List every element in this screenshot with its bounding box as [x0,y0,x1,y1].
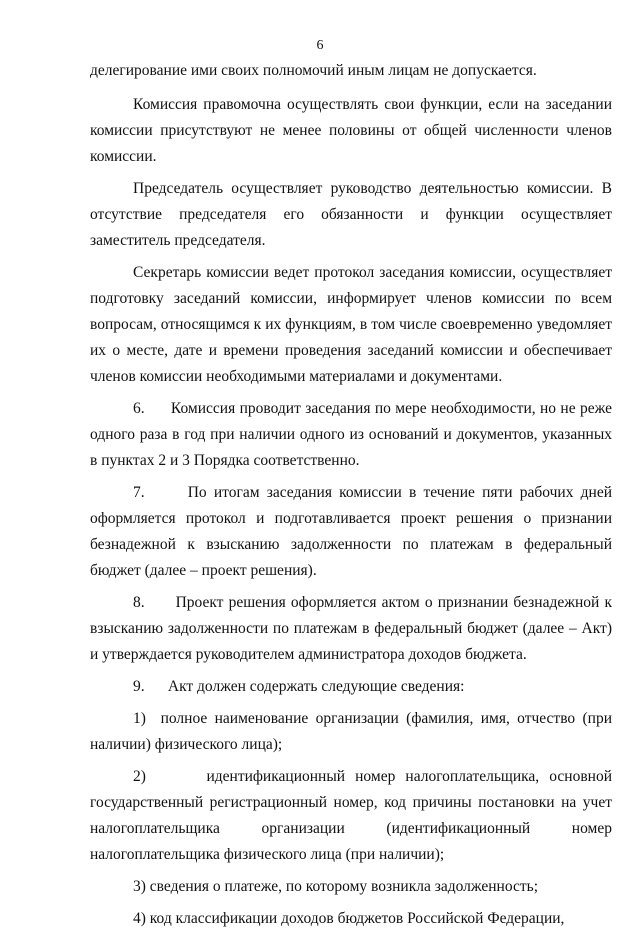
paragraph-subitem-2: 2) идентификационный номер налогоплательщика, основной государственный регистрационный номер, код причины постановки на учет налогоплательщика организации (идентификационный номер налогоплательщика физического лица (при наличии); [90,768,612,863]
paragraph-subitem-1: 1) полное наименование организации (фамилия, имя, отчество (при наличии) физического лица); [90,710,612,753]
paragraph-subitem-4: 4) код классификации доходов бюджетов Российской Федерации, [133,910,565,927]
paragraph-continuation: делегирование ими своих полномочий иным лицам не допускается. [90,62,537,79]
paragraph-item-7: 7. По итогам заседания комиссии в течение пяти рабочих дней оформляется протокол и подготавливается проект решения о признании безнадежной к взысканию задолженности по платежам в федеральный бюджет (далее – проект решения). [90,484,612,579]
document-body [90,58,612,938]
paragraph-quorum: Комиссия правомочна осуществлять свои функции, если на заседании комиссии присутствуют не менее половины от общей численности членов комиссии. [90,96,612,165]
page-number: 6 [316,38,324,53]
paragraph-item-6: 6. Комиссия проводит заседания по мере необходимости, но не реже одного раза в год при наличии одного из оснований и документов, указанных в пунктах 2 и 3 Порядка соответственно. [90,400,612,469]
paragraph-subitem-3: 3) сведения о платеже, по которому возникла задолженность; [133,878,539,895]
paragraph-chairman: Председатель осуществляет руководство деятельностью комиссии. В отсутствие председателя его обязанности и функции осуществляет заместитель председателя. [90,180,612,249]
paragraph-secretary: Секретарь комиссии ведет протокол заседания комиссии, осуществляет подготовку заседаний комиссии, информирует членов комиссии по всем вопросам, относящимся к их функциям, в том числе своевременно уведомляет их о месте, дате и времени проведения заседаний комиссии и обеспечивает членов комиссии необходимыми материалами и документами. [90,264,612,385]
paragraph-item-8: 8. Проект решения оформляется актом о признании безнадежной к взысканию задолженности по платежам в федеральный бюджет (далее – Акт) и утверждается руководителем администратора доходов бюджета. [90,594,612,663]
paragraph-item-9: 9. Акт должен содержать следующие сведения: [133,678,465,695]
